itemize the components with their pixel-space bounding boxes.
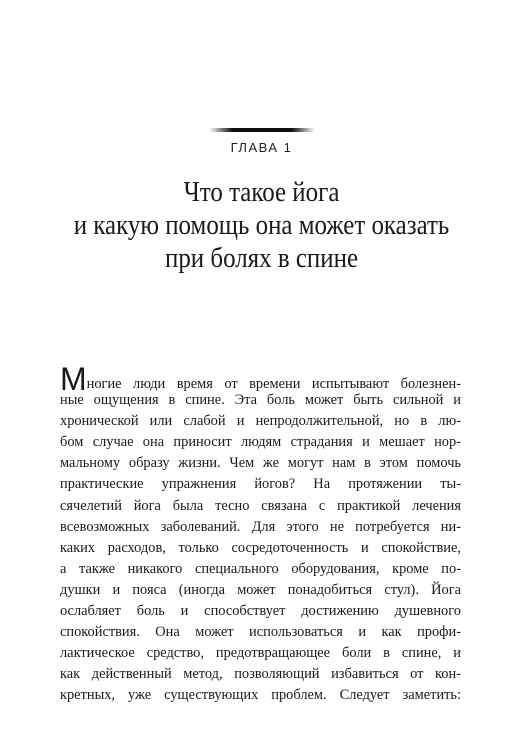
chapter-title — [37, 176, 487, 275]
chapter-title-line: при болях в спине — [164, 242, 359, 274]
chapter-label: ГЛАВА 1 — [230, 140, 293, 155]
paragraph-line: бом случае она приносит людям страдания и мешает нор- — [60, 434, 461, 451]
paragraph-line: всевозможных заболеваний. Для этого не потребуется ни- — [60, 518, 461, 535]
chapter-title-line: и какую помощь она может оказать — [73, 209, 450, 241]
first-line-text: ногие люди время от времени испытывают болезнен- — [86, 376, 461, 392]
paragraph-line: мальному образу жизни. Чем же могут нам в этом помочь — [60, 455, 461, 472]
paragraph-first-line — [60, 361, 461, 397]
paragraph-line: спокойствия. Она может использоваться и как профи- — [60, 624, 461, 641]
chapter-title-line: Что такое йога — [183, 176, 340, 208]
chapter-rule — [209, 128, 315, 132]
paragraph-line: лактическое средство, предотвращающее боли в спине, и — [60, 645, 461, 662]
paragraph-line: хронической или слабой и непродолжительной, но в лю- — [60, 413, 461, 430]
paragraph-line: ослабляет боль и способствует достижению душевного — [60, 603, 461, 620]
paragraph-line: каких расходов, только сосредоточенность и спокойствие, — [60, 539, 461, 556]
paragraph-line: душки и пояса (иногда может понадобиться стул). Йога — [60, 581, 461, 598]
body-paragraph — [60, 361, 461, 707]
paragraph-line: ные ощущения в спине. Эта боль может быть сильной и — [60, 392, 461, 409]
paragraph-line: сячелетий йога была тесно связана с практикой лечения — [60, 497, 461, 514]
paragraph-line: практические упражнения йогов? На протяжении ты- — [60, 476, 461, 493]
paragraph-line: кретных, уже существующих проблем. Следует заметить: — [60, 687, 461, 704]
paragraph-line: как действенный метод, позволяющий избавиться от кон- — [60, 666, 461, 683]
drop-cap: М — [60, 361, 87, 397]
paragraph-line: а также никакого специального оборудования, кроме по- — [60, 560, 461, 577]
